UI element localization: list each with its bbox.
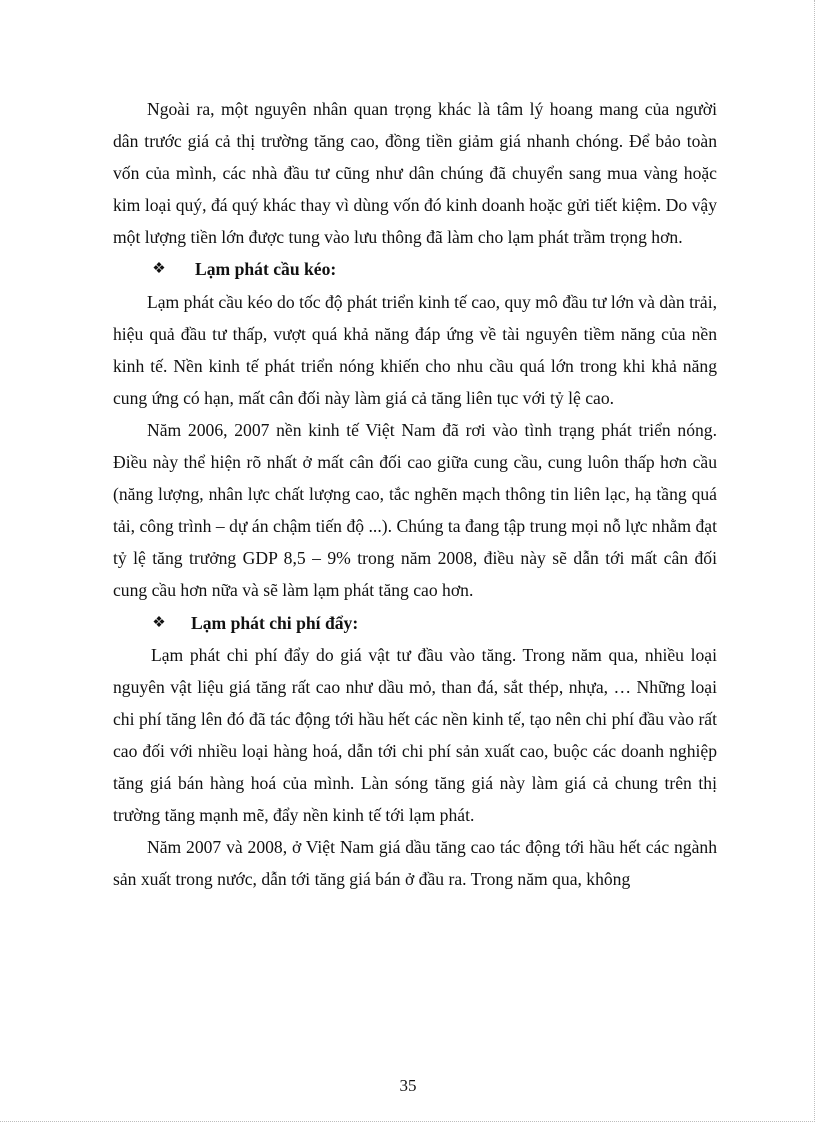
page-number: 35	[399, 1076, 417, 1095]
heading-cost-push-inflation	[113, 607, 717, 639]
diamond-bullet-icon: ❖	[152, 261, 166, 278]
heading-cost-push-label: Lạm phát chi phí đẩy:	[191, 612, 359, 633]
paragraph-overheating-economy: Năm 2006, 2007 nền kinh tế Việt Nam đã rơi vào tình trạng phát triển nóng. Điều này thể hiện rõ nhất ở mất cân đối cao giữa cung cầu, cung luôn thấp hơn cầu (năng lượng, nhân lực chất lượng cao, tắc nghẽn mạch thông tin liên lạc, hạ tầng quá tải, công trình – dự án chậm tiến độ ...). Chúng ta đang tập trung mọi nỗ lực nhằm đạt tỷ lệ tăng trưởng GDP 8,5 – 9% trong năm 2008, điều này sẽ dẫn tới mất cân đối cung cầu hơn nữa và sẽ làm lạm phát tăng cao hơn.	[113, 419, 717, 601]
paragraph-cost-push: Lạm phát chi phí đẩy do giá vật tư đầu vào tăng. Trong năm qua, nhiều loại nguyên vật liệu giá tăng rất cao như dầu mỏ, than đá, sắt thép, nhựa, … Những loại chi phí tăng lên đó đã tác động tới hầu hết các nền kinh tế, tạo nên chi phí đầu vào rất cao đối với nhiều loại hàng hoá, dẫn tới chi phí sản xuất cao, buộc các doanh nghiệp tăng giá bán hàng hoá của mình. Làn sóng tăng giá này làm giá cả chung trên thị trường tăng mạnh mẽ, đẩy nền kinh tế tới lạm phát.	[113, 644, 717, 826]
heading-demand-pull-inflation	[113, 253, 717, 285]
paragraph-oil-prices: Năm 2007 và 2008, ở Việt Nam giá dầu tăng cao tác động tới hầu hết các ngành sản xuất trong nước, dẫn tới tăng giá bán ở đầu ra. Trong năm qua, không	[113, 837, 717, 890]
document-body	[113, 93, 717, 895]
diamond-bullet-icon: ❖	[152, 614, 166, 631]
paragraph-demand-pull: Lạm phát cầu kéo do tốc độ phát triển kinh tế cao, quy mô đầu tư lớn và dàn trải, hiệu quả đầu tư thấp, vượt quá khả năng đáp ứng về tài nguyên tiềm năng của nền kinh tế. Nền kinh tế phát triển nóng khiến cho nhu cầu quá lớn trong khi khả năng cung ứng có hạn, mất cân đối này làm giá cả tăng liên tục với tỷ lệ cao.	[113, 291, 717, 408]
paragraph-psychology: Ngoài ra, một nguyên nhân quan trọng khác là tâm lý hoang mang của người dân trước giá cả thị trường tăng cao, đồng tiền giảm giá nhanh chóng. Để bảo toàn vốn của mình, các nhà đầu tư cũng như dân chúng đã chuyển sang mua vàng hoặc kim loại quý, đá quý khác thay vì dùng vốn đó kinh doanh hoặc gửi tiết kiệm. Do vậy một lượng tiền lớn được tung vào lưu thông đã làm cho lạm phát trầm trọng hơn.	[113, 99, 717, 248]
heading-demand-pull-label: Lạm phát cầu kéo:	[195, 259, 337, 280]
